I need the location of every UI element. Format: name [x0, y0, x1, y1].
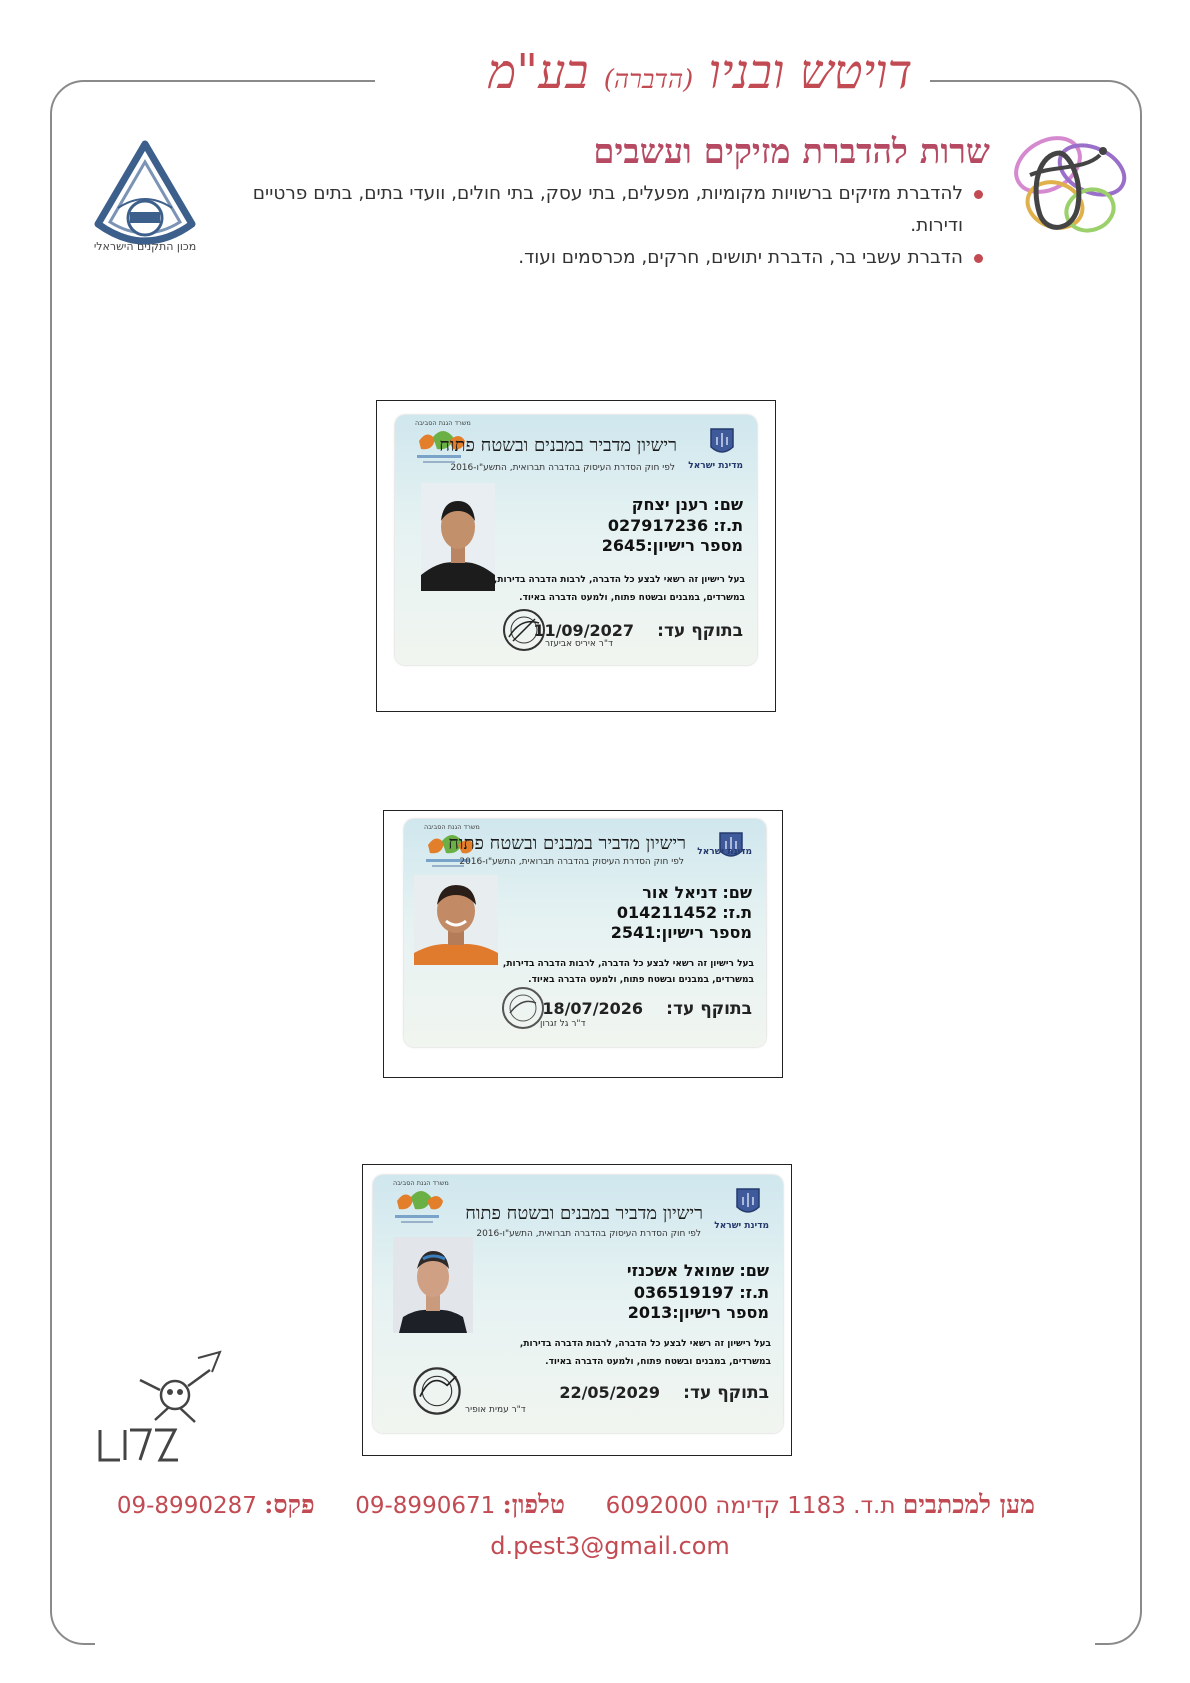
official-stamp: [501, 607, 547, 653]
holder-photo: [414, 875, 498, 965]
license-card: [373, 1175, 783, 1433]
holder-id-field: [617, 903, 752, 922]
holder-id-field: [634, 1283, 769, 1302]
valid-until-date: 22/05/2029: [559, 1383, 661, 1402]
valid-until-label: בתוקף עד:: [666, 999, 752, 1019]
validity-field: [542, 999, 752, 1019]
company-name-suffix: בע"מ: [487, 44, 589, 100]
holder-name: דניאל אור: [642, 883, 718, 902]
pest-cartoon-logo: [80, 1350, 230, 1470]
license-subtitle: לפי חוק הסדרת העיסוק בהדברה תברואית, התשע"ו-2016: [476, 1229, 701, 1239]
name-label: שם:: [739, 1261, 769, 1280]
holder-name-field: [642, 883, 752, 902]
company-name-paren: (הדברה): [603, 65, 694, 95]
valid-until-label: בתוקף עד:: [683, 1383, 769, 1403]
service-title: שרות להדברת מזיקים ועשבים: [593, 132, 990, 172]
validity-field: [559, 1383, 769, 1403]
license-note-line1: בעל רישיון זה רשאי לבצע כל הדברה, לרבות הדברה בדירות,: [502, 959, 754, 969]
phone-label: טלפון:: [502, 1490, 565, 1519]
state-label: מדינת ישראל: [697, 847, 752, 857]
license-note-line2: במשרדים, במבנים ובשטח פתוח, ולמעט הדברה באיוד.: [545, 1357, 771, 1367]
valid-until-label: בתוקף עד:: [657, 621, 743, 641]
holder-id: 036519197: [633, 1283, 735, 1302]
address-label: מען למכתבים: [902, 1490, 1035, 1519]
state-emblem-icon: [709, 427, 735, 457]
valid-until-date: 18/07/2026: [542, 999, 644, 1018]
valid-until-date: 11/09/2027: [533, 621, 635, 640]
holder-id: 014211452: [616, 903, 718, 922]
holder-name: שמואל אשכנזי: [626, 1261, 735, 1280]
service-item: הדברת עשבי בר, הדברת יתושים, חרקים, מכרסמים ועוד.: [205, 242, 985, 274]
services-list: [205, 178, 985, 274]
fax-label: פקס:: [264, 1490, 315, 1519]
license-number: 2645: [601, 536, 647, 555]
email-link[interactable]: d.pest3@gmail.com: [490, 1532, 730, 1560]
holder-name-field: [632, 495, 743, 514]
standards-institute-label: מכון התקנים הישראלי: [93, 240, 197, 253]
frame-gap-bottom: [95, 1636, 1095, 1652]
ministry-label: משרד הגנת הסביבה: [424, 823, 480, 831]
license-card: [395, 415, 757, 665]
signer-name: ד"ר גל זגרון: [540, 1019, 586, 1029]
license-note-line2: במשרדים, במבנים ובשטח פתוח, ולמעט הדברה באיוד.: [528, 975, 754, 985]
id-label: ת.ז:: [713, 516, 743, 535]
license-number: 2013: [627, 1303, 673, 1322]
fax-number: 09-8990287: [116, 1493, 257, 1519]
license-title: רישיון מדביר במבנים ובשטח פתוח: [439, 435, 677, 456]
license-subtitle: לפי חוק הסדרת העיסוק בהדברה תברואית, התשע"ו-2016: [459, 857, 684, 867]
phone-number: 09-8990671: [355, 1493, 496, 1519]
signer-name: ד"ר איריס אביעזר: [545, 639, 613, 649]
service-item: להדברת מזיקים ברשויות מקומיות, מפעלים, בתי עסק, בתי חולים, וועדי בתים, בתים פרטיים ודירות.: [205, 178, 985, 242]
signer-name: ד"ר עמית אופיר: [465, 1405, 526, 1415]
license-number-label: מספר רישיון:: [646, 536, 743, 555]
license-title: רישיון מדביר במבנים ובשטח פתוח: [465, 1203, 703, 1224]
company-butterfly-logo: [1000, 125, 1135, 245]
license-subtitle: לפי חוק הסדרת העיסוק בהדברה תברואית, התשע"ו-2016: [450, 463, 675, 473]
environment-ministry-logo: [389, 1187, 445, 1229]
official-stamp: [411, 1365, 463, 1417]
license-number-field: [602, 536, 743, 555]
license-card-frame: [376, 400, 776, 712]
license-number: 2541: [610, 923, 656, 942]
license-card-frame: [383, 810, 783, 1078]
holder-photo: [393, 1237, 473, 1333]
license-number-label: מספר רישיון:: [672, 1303, 769, 1322]
name-label: שם:: [713, 495, 743, 514]
ministry-label: משרד הגנת הסביבה: [393, 1179, 449, 1187]
state-emblem-icon: [735, 1187, 761, 1217]
footer-contact-line: [117, 1490, 1035, 1520]
state-label: מדינת ישראל: [688, 461, 743, 471]
name-label: שם:: [722, 883, 752, 902]
address: ת.ד. 1183 קדימה 6092000: [605, 1493, 896, 1519]
holder-id: 027917236: [607, 516, 709, 535]
license-number-field: [611, 923, 752, 942]
license-card: [404, 819, 766, 1047]
license-number-field: [628, 1303, 769, 1322]
license-note-line2: במשרדים, במבנים ובשטח פתוח, ולמעט הדברה באיוד.: [519, 593, 745, 603]
company-name-main: דויטש ובניו: [708, 44, 913, 100]
id-label: ת.ז:: [722, 903, 752, 922]
ministry-label: משרד הגנת הסביבה: [415, 419, 471, 427]
id-label: ת.ז:: [739, 1283, 769, 1302]
license-number-label: מספר רישיון:: [655, 923, 752, 942]
license-note-line1: בעל רישיון זה רשאי לבצע כל הדברה, לרבות הדברה בדירות,: [519, 1339, 771, 1349]
holder-name-field: [627, 1261, 769, 1280]
holder-photo: [421, 483, 495, 591]
state-label: מדינת ישראל: [714, 1221, 769, 1231]
company-name: [400, 46, 1000, 99]
holder-id-field: [608, 516, 743, 535]
license-note-line1: בעל רישיון זה רשאי לבצע כל הדברה, לרבות הדברה בדירות,: [493, 575, 745, 585]
license-title: רישיון מדביר במבנים ובשטח פתוח: [448, 833, 686, 854]
license-card-frame: [362, 1164, 792, 1456]
holder-name: רענן יצחק: [631, 495, 709, 514]
validity-field: [533, 621, 743, 641]
